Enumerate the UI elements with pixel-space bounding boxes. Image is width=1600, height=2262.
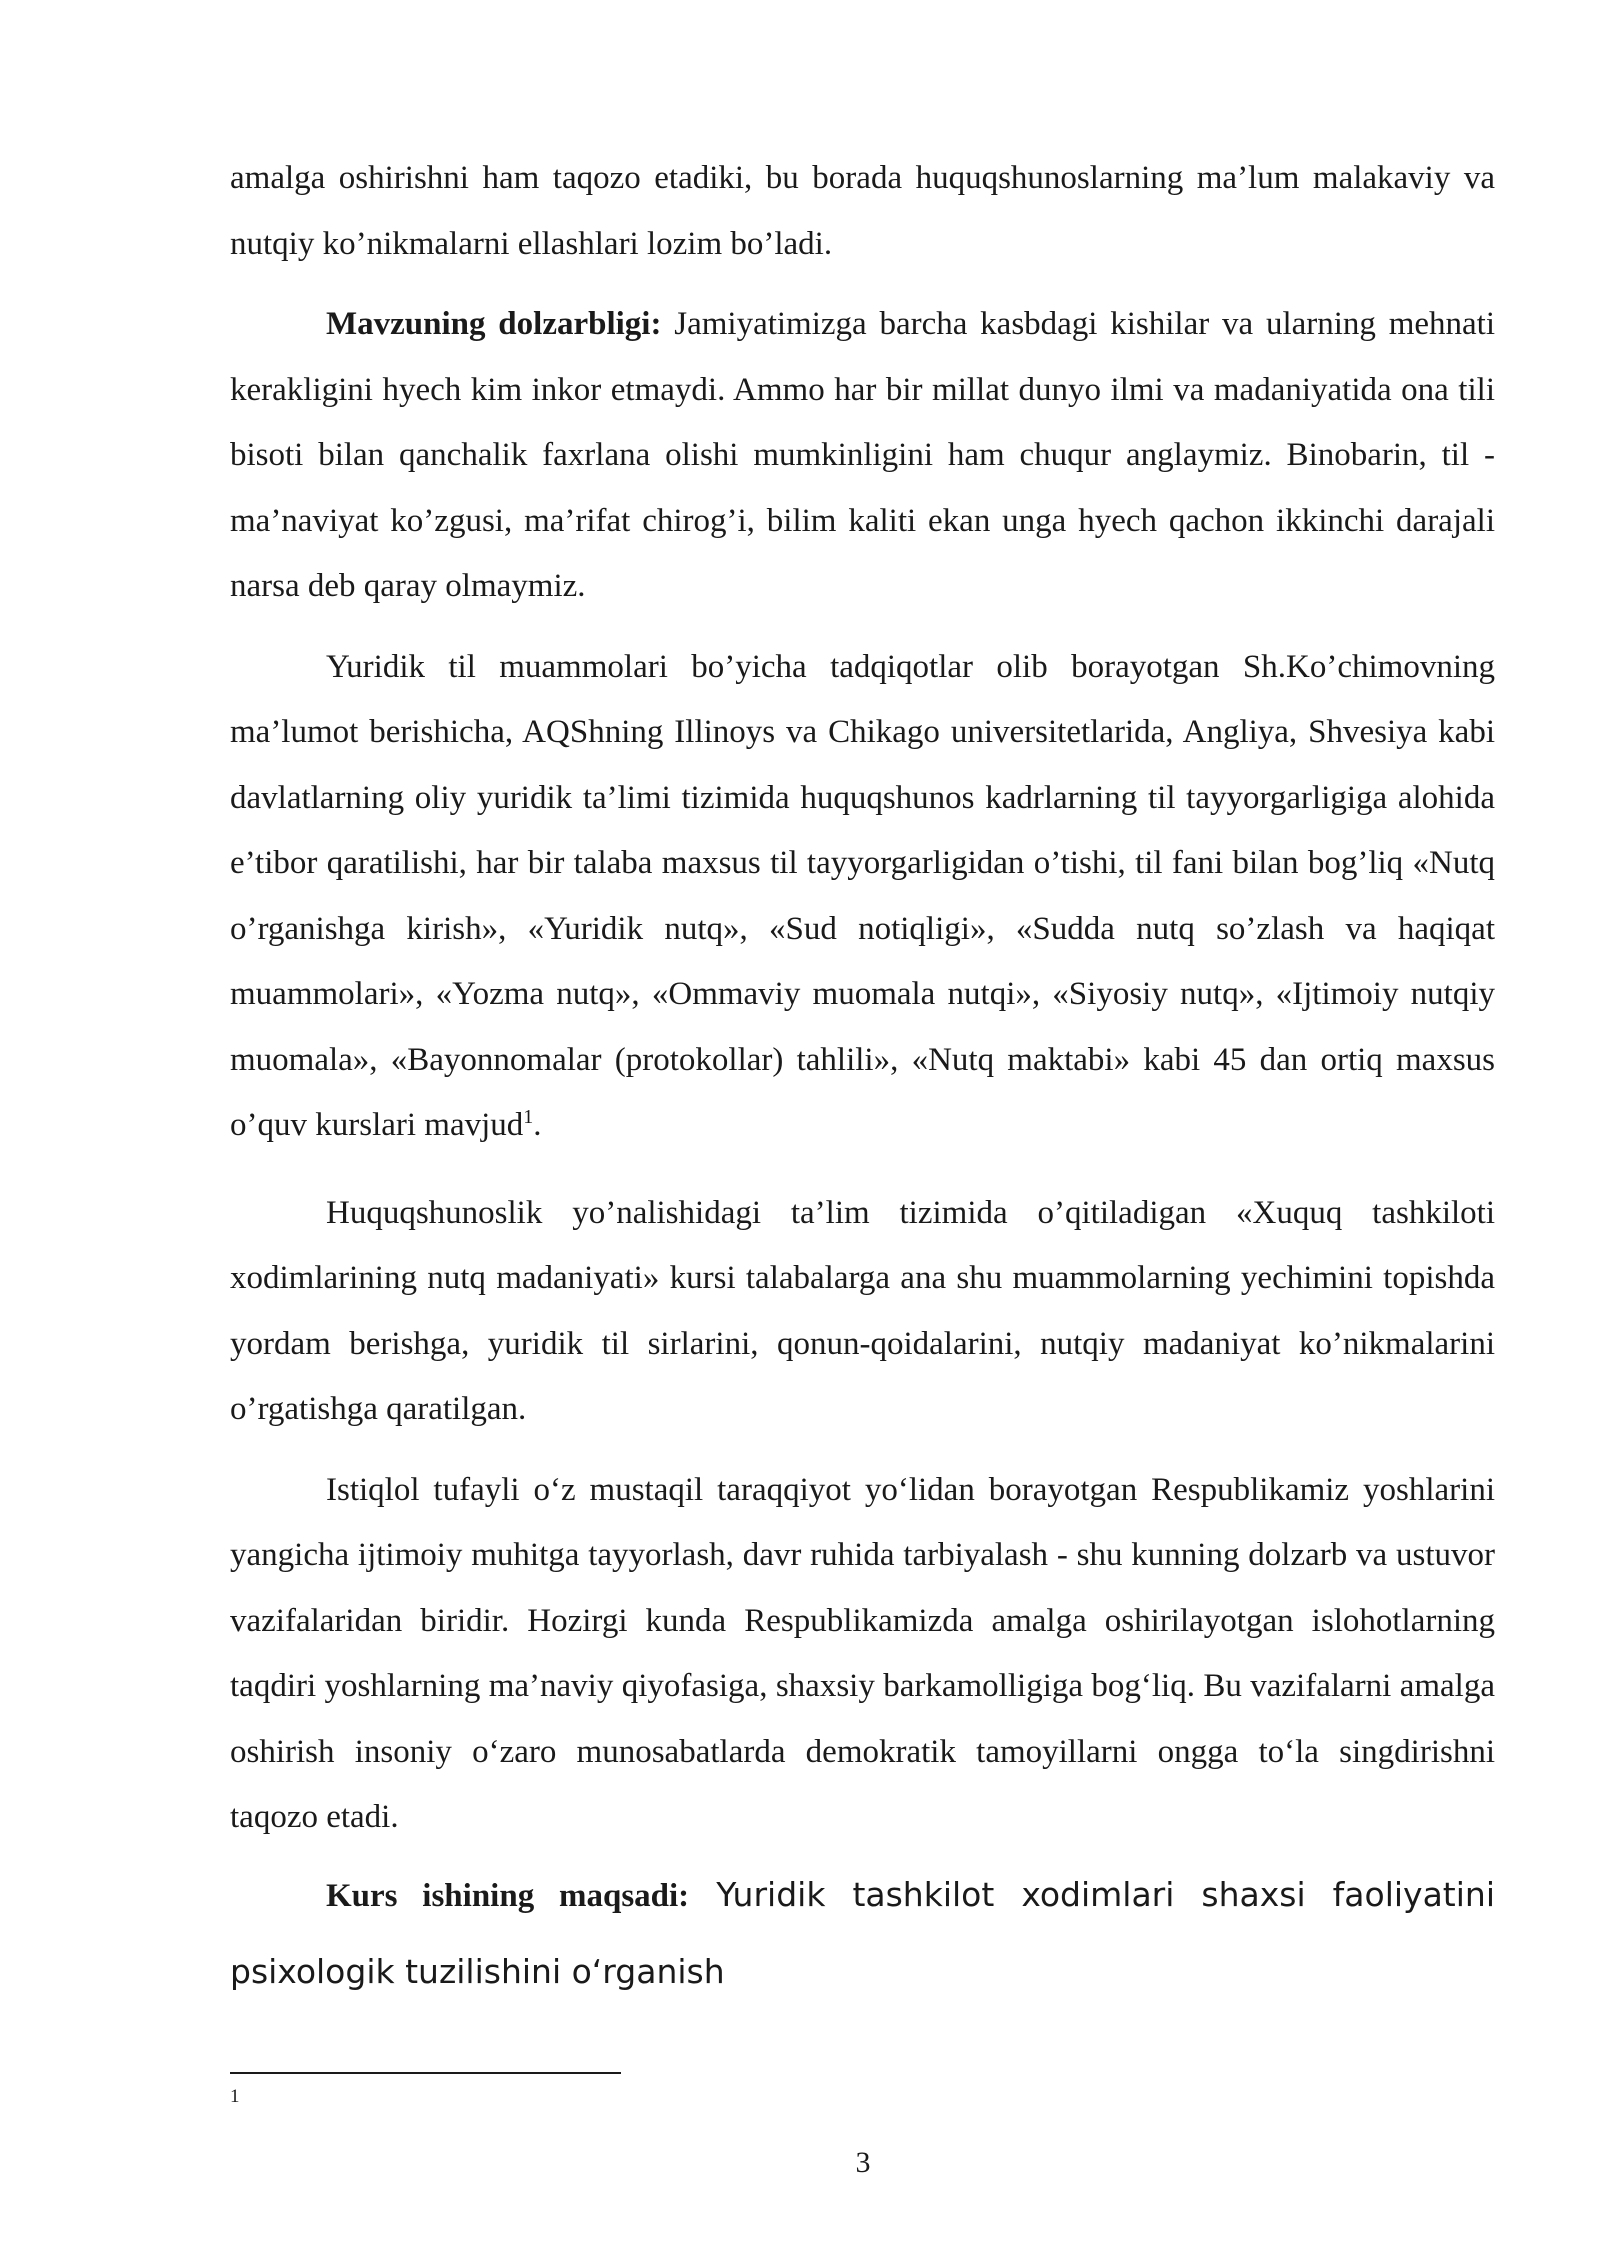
- relevance-text: Jamiyatimizga barcha kasbdagi kishilar va ularning mehnati kerakligini hyech kim inkor etmaydi. Ammo har bir millat dunyo ilmi va madaniyatida ona tili bisoti bilan qanchalik faxrlana olishi mumkinligini ham chuqur anglaymiz. Binobarin, til - ma’naviyat ko’zgusi, ma’rifat chirog’i, bilim kaliti ekan unga hyech qachon ikkinchi darajali narsa deb qaray olmaymiz.: [230, 306, 1495, 604]
- paragraph-continuation: amalga oshirishni ham taqozo etadiki, bu borada huquqshunoslarning ma’lum malakaviy va nutqiy ko’nikmalarni ellashlari lozim bo’ladi.: [230, 160, 1495, 262]
- footnote-reference[interactable]: 1: [523, 1106, 534, 1128]
- footnote-mark: 1: [230, 2086, 240, 2107]
- footnote-separator: [230, 2072, 621, 2074]
- goal-text: Yuridik tashkilot xodimlari shaxsi faoliyatini psixologik tuzilishini o‘rganish: [230, 1874, 1495, 1991]
- paragraph-research: [230, 635, 1495, 1159]
- paragraph-relevance: [230, 292, 1495, 620]
- research-text: Yuridik til muammolari bo’yicha tadqiqotlar olib borayotgan Sh.Ko’chimovning ma’lumot berishicha, AQShning Illinoys va Chikago universitetlarida, Angliya, Shvesiya kabi davlatlarning oliy yuridik ta’limi tizimida huquqshunos kadrlarning til tayyorgarligiga alohida e’tibor qaratilishi, har bir talaba maxsus til tayyorgarligidan o’tishi, til fani bilan bog’liq «Nutq o’rganishga kirish», «Yuridik nutq», «Sud notiqligi», «Sudda nutq so’zlash va haqiqat muammolari», «Yozma nutq», «Ommaviy muomala nutqi», «Siyosiy nutq», «Ijtimoiy nutqiy muomala», «Bayonnomalar (protokollar) tahlili», «Nutq maktabi» kabi 45 dan ortiq maxsus o’quv kurslari mavjud: [230, 648, 1495, 1143]
- document-body: [230, 146, 1495, 2011]
- research-end: .: [533, 1107, 542, 1143]
- paragraph-independence: Istiqlol tufayli o‘z mustaqil taraqqiyot yo‘lidan borayotgan Respublikamiz yoshlarini yangicha ijtimoiy muhitga tayyorlash, davr ruhida tarbiyalash - shu kunning dolzarb va ustuvor vazifalaridan biridir. Hozirgi kunda Respublikamizda amalga oshirilayotgan islohotlarning taqdiri yoshlarning ma’naviy qiyofasiga, shaxsiy barkamolligiga bog‘liq. Bu vazifalarni amalga oshirish insoniy o‘zaro munosabatlarda demokratik tamoyillarni ongga to‘la singdirishni taqozo etadi.: [230, 1471, 1495, 1835]
- goal-heading: Kurs ishining maqsadi:: [326, 1877, 690, 1914]
- relevance-heading: Mavzuning dolzarbligi:: [326, 306, 662, 342]
- paragraph-goal: [230, 1857, 1495, 2011]
- paragraph-course: Huquqshunoslik yo’nalishidagi ta’lim tizimida o’qitiladigan «Xuquq tashkiloti xodimlarining nutq madaniyati» kursi talabalarga ana shu muammolarning yechimini topishda yordam berishga, yuridik til sirlarini, qonun-qoidalarini, nutqiy madaniyat ko’nikmalarini o’rgatishga qaratilgan.: [230, 1194, 1495, 1427]
- page-number: 3: [855, 2146, 871, 2179]
